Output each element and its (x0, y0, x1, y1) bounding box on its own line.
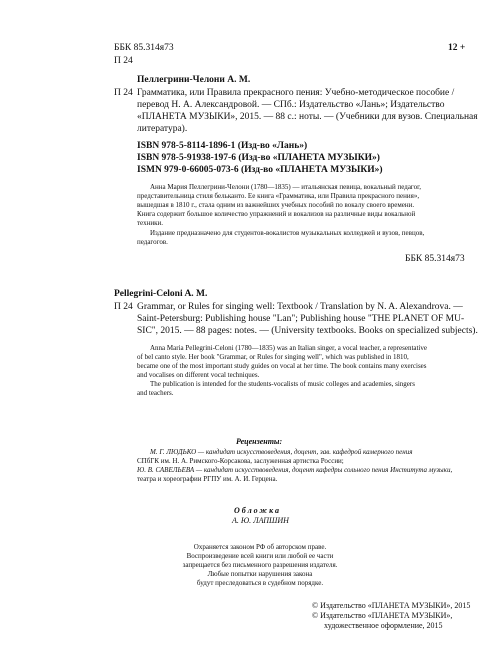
ru-title-line-2: перевод Н. А. Александровой. — СПб.: Издательство «Лань»; Издательство (137, 100, 445, 110)
rights-notice (150, 543, 370, 588)
reviewers-heading: Рецензенты: (236, 437, 283, 446)
rights-line-2: Воспроизведение всей книги или любой ее части (186, 552, 334, 560)
ru-author-sign: П 24 (114, 88, 133, 98)
en-annotation-line-2: of bel canto style. Her book "Grammar, or Rules for singing well", which was published in 1810, (137, 353, 409, 361)
ru-annotation-line-3: вышедшая в 1810 г., стала одним из важнейших учебных пособий по вокалу своего времени. (137, 201, 415, 209)
rights-line-1: Охраняется законом РФ об авторском праве. (193, 543, 327, 551)
en-title-line-2: Saint-Petersburg: Publishing house "Lan"; Publishing house "THE PLANET OF MU- (137, 314, 465, 324)
ru-annotation-line-1: Анна Мария Пеллегрини-Челони (1780—1835) — итальянская певица, вокальный педагог, (150, 183, 421, 191)
reviewer-2-line-2: театра и хореографии РГПУ им. А. И. Герцена. (137, 475, 278, 483)
age-rating: 12 + (448, 43, 466, 53)
ismn-planeta: ISMN 979-0-66005-073-6 (Изд-во «ПЛАНЕТА МУЗЫКИ») (137, 165, 383, 175)
ru-title-line-4: литература). (137, 124, 188, 134)
reviewer-1-line-1: М. Г. ЛЮДЬКО — кандидат искусствоведения, доцент, зав. кафедрой камерного пения (150, 448, 413, 456)
cover-heading: Обложка (234, 506, 281, 515)
en-title-line-1: Grammar, or Rules for singing well: Textbook / Translation by N. A. Alexandrova. — (137, 302, 463, 312)
reviewer-2-line-1: Ю. В. САВЕЛЬЕВА — кандидат искусствоведения, доцент кафедры сольного пения Института музыки, (137, 466, 453, 474)
isbn-lan: ISBN 978-5-8114-1896-1 (Изд-во «Лань») (137, 141, 308, 151)
copyright-line-1: © Издательство «ПЛАНЕТА МУЗЫКИ», 2015 (312, 601, 471, 610)
en-annotation-line-4: and vocalises on different vocal techniques. (137, 371, 260, 379)
ru-author: Пеллегрини-Челони А. М. (137, 75, 251, 85)
reviewer-1-line-2: СПбГК им. Н. А. Римского-Корсакова, заслуженная артистка России; (137, 457, 344, 465)
ru-annotation-line-5: техники. (137, 219, 163, 227)
en-purpose-line-2: and teachers. (137, 389, 174, 397)
en-author: Pellegrini-Celoni A. M. (114, 289, 208, 299)
bbk-index: ББК 85.314я73 (114, 43, 174, 53)
copyright-line-2: © Издательство «ПЛАНЕТА МУЗЫКИ», (312, 611, 453, 620)
cover-designer: А. Ю. ЛАПШИН (232, 516, 289, 525)
rights-line-5: будут преследоваться в судебном порядке. (196, 579, 324, 587)
en-title-line-3: SIC", 2015. — 88 pages: notes. — (University textbooks. Books on specialized subjects). (137, 326, 478, 336)
en-author-sign: П 24 (114, 302, 133, 312)
ru-title-line-1: Грамматика, или Правила прекрасного пения: Учебно-методическое пособие / (137, 88, 455, 98)
ru-title-line-3: «ПЛАНЕТА МУЗЫКИ», 2015. — 88 с.: ноты. — (Учебники для вузов. Специальная (137, 112, 478, 122)
rights-line-4: Любые попытки нарушения закона (207, 570, 313, 578)
ru-purpose-line-2: педагогов. (137, 238, 168, 246)
ru-annotation-line-4: Книга содержит большое количество упражнений и вокализов на различные виды вокальной (137, 210, 416, 218)
en-annotation-line-3: became one of the most important study guides on vocal at her time. The book contains many exercises (137, 362, 427, 370)
copyright-line-3: художественное оформление, 2015 (324, 621, 443, 630)
en-purpose-line-1: The publication is intended for the students-vocalists of music colleges and academies, singers (150, 380, 415, 388)
ru-bbk-right: ББК 85.314я73 (405, 254, 465, 264)
isbn-planeta: ISBN 978-5-91938-197-6 (Изд-во «ПЛАНЕТА МУЗЫКИ») (137, 153, 380, 163)
author-sign: П 24 (114, 56, 133, 66)
ru-purpose-line-1: Издание предназначено для студентов-вокалистов музыкальных колледжей и вузов, певцов, (150, 229, 425, 237)
ru-annotation-line-2: представительница стиля бельканто. Ее книга «Грамматика, или Правила прекрасного пения», (137, 192, 420, 200)
rights-line-3: запрещается без письменного разрешения издателя. (182, 561, 338, 569)
en-annotation-line-1: Anna Maria Pellegrini-Celoni (1780—1835) was an Italian singer, a vocal teacher, a representative (150, 344, 428, 352)
